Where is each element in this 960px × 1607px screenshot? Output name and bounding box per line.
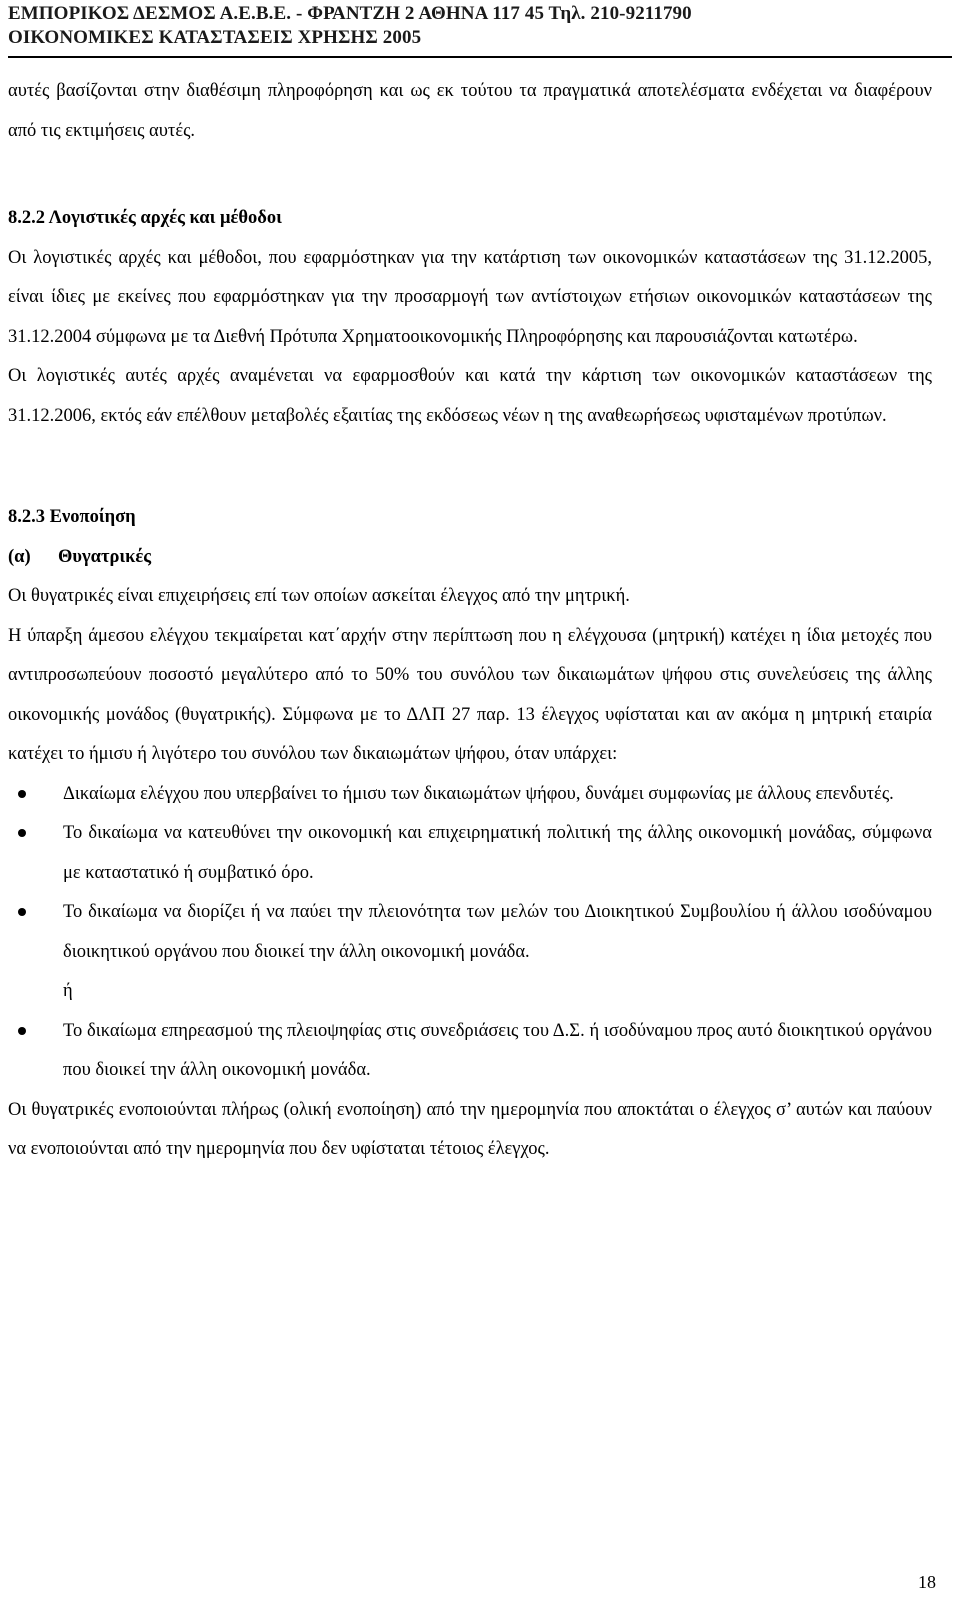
- header-rule: [8, 56, 952, 58]
- section-822-title: 8.2.2 Λογιστικές αρχές και μέθοδοι: [8, 208, 282, 228]
- bullet-icon: [18, 1027, 26, 1035]
- closing-paragraph: Οι θυγατρικές ενοποιούνται πλήρως (ολική ενοποίηση) από την ημερομηνία που αποκτάται ο έλεγχος σ’ αυτών και παύουν να ενοποιούνται από την ημερομηνία που δεν υφίσταται τέτοιος έλεγχος.: [8, 1099, 932, 1159]
- or-separator: ή: [63, 981, 73, 1001]
- section-823-title: 8.2.3 Ενοποίηση: [8, 507, 136, 527]
- control-paragraph: Η ύπαρξη άμεσου ελέγχου τεκμαίρεται κατ΄αρχήν στην περίπτωση που η ελέγχουσα (μητρική) κατέχει η ίδια μετοχές που αντιπροσωπεύουν ποσοστό μεγαλύτερο από το 50% του συνόλου των δικαιωμάτων ψήφου στις συνελεύσεις της άλλης οικονομικής μονάδος (θυγατρικής). Σύμφωνα με το ΔΛΠ 27 παρ. 13 έλεγχος υφίσταται και αν ακόμα η μητρική εταιρία κατέχει το ήμισυ ή λιγότερο του συνόλου των δικαιωμάτων ψήφου, όταν υπάρχει:: [8, 625, 932, 764]
- list-item-text: Το δικαίωμα να κατευθύνει την οικονομική και επιχειρηματική πολιτική της άλλης οικονομική μονάδας, σύμφωνα με καταστατικό ή συμβατικό όρο.: [63, 823, 932, 883]
- bullet-icon: [18, 790, 26, 798]
- list-item-text: Το δικαίωμα να διορίζει ή να παύει την πλειονότητα των μελών του Διοικητικού Συμβουλίου ή άλλου ισοδύναμου διοικητικού οργάνου που διοικεί την άλλη οικονομική μονάδα.: [63, 902, 932, 962]
- subsection-title: Θυγατρικές: [58, 546, 152, 567]
- spacer: [8, 151, 932, 199]
- list-item: [8, 1012, 932, 1091]
- page-number: 18: [918, 1572, 936, 1592]
- company-header-line: ΕΜΠΟΡΙΚΟΣ ΔΕΣΜΟΣ Α.Ε.Β.Ε. - ΦΡΑΝΤΖΗ 2 ΑΘΗΝΑ 117 45 Τηλ. 210-9211790: [8, 3, 692, 24]
- spacer: [8, 436, 932, 498]
- intro-paragraph: αυτές βασίζονται στην διαθέσιμη πληροφόρηση και ως εκ τούτου τα πραγματικά αποτελέσματα ενδέχεται να διαφέρουν από τις εκτιμήσεις αυτές.: [8, 81, 932, 141]
- bullet-icon: [18, 908, 26, 916]
- document-body: [8, 72, 932, 1170]
- list-item-text: Δικαίωμα ελέγχου που υπερβαίνει το ήμισυ των δικαιωμάτων ψήφου, δυνάμει συμφωνίας με άλλους επενδυτές.: [63, 783, 894, 804]
- page-header: [8, 2, 952, 58]
- list-item: [8, 814, 932, 893]
- list-item: [8, 775, 932, 815]
- subsection-heading: [8, 538, 932, 578]
- list-item: [8, 893, 932, 972]
- bullet-icon: [18, 829, 26, 837]
- list-item-text: Το δικαίωμα επηρεασμού της πλειοψηφίας στις συνεδριάσεις του Δ.Σ. ή ισοδύναμου προς αυτό διοικητικού οργάνου που διοικεί την άλλη οικονομική μονάδα.: [63, 1020, 932, 1080]
- section-822-paragraph-1: Οι λογιστικές αρχές και μέθοδοι, που εφαρμόστηκαν για την κατάρτιση των οικονομικών καταστάσεων της 31.12.2005, είναι ίδιες με εκείνες που εφαρμόστηκαν για την προσαρμογή των αντίστοιχων ετήσιων οικονομικών καταστάσεων της 31.12.2004 σύμφωνα με τα Διεθνή Πρότυπα Χρηματοοικονομικής Πληροφόρησης και παρουσιάζονται κατωτέρω.: [8, 247, 932, 347]
- subsidiaries-definition: Οι θυγατρικές είναι επιχειρήσεις επί των οποίων ασκείται έλεγχος από την μητρική.: [8, 586, 630, 606]
- section-822-paragraph-2: Οι λογιστικές αυτές αρχές αναμένεται να εφαρμοσθούν και κατά την κάρτιση των οικονομικών καταστάσεων της 31.12.2006, εκτός εάν επέλθουν μεταβολές εξαιτίας της εκδόσεως νέων η της αναθεωρήσεως υφισταμένων προτύπων.: [8, 366, 932, 426]
- control-conditions-list-2: [8, 1012, 932, 1091]
- statements-header-line: ΟΙΚΟΝΟΜΙΚΕΣ ΚΑΤΑΣΤΑΣΕΙΣ ΧΡΗΣΗΣ 2005: [8, 27, 422, 48]
- control-conditions-list: [8, 775, 932, 973]
- subsection-label: (α): [8, 546, 31, 567]
